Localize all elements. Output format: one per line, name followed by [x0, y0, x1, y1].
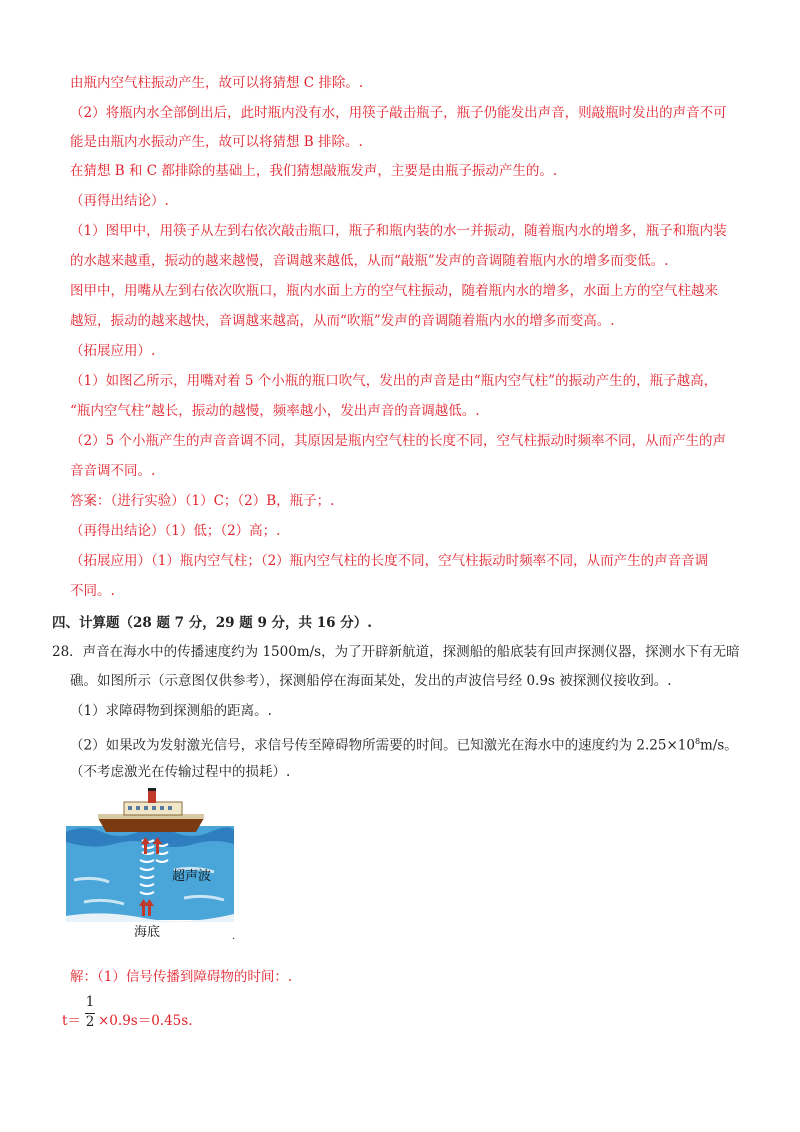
- solution-eq-rest: ×0.9s＝0.45s.: [98, 1013, 193, 1029]
- solution-eq-prefix: t＝: [62, 1013, 81, 1029]
- section-heading: 四、计算题（28 题 7 分，29 题 9 分，共 16 分）.: [52, 615, 372, 631]
- answer-line: 图甲中，用嘴从左到右依次吹瓶口，瓶内水面上方的空气柱振动，随着瓶内水的增多，水面上方的空气柱越来: [70, 283, 718, 299]
- answer-line: （1）如图乙所示，用嘴对着 5 个小瓶的瓶口吹气，发出的声音是由“瓶内空气柱”的振动产生的，瓶子越高，: [70, 373, 718, 389]
- answer-summary: （拓展应用）（1）瓶内空气柱；（2）瓶内空气柱的长度不同，空气柱振动时频率不同，从而产生的声音音调: [70, 553, 709, 569]
- wave-label: 超声波: [172, 869, 212, 884]
- unit: m/s。: [700, 737, 738, 754]
- question-note: （不考虑激光在传输过程中的损耗）.: [70, 764, 291, 780]
- fraction-denominator: 2: [85, 1014, 95, 1030]
- ship-sea-illustration: [64, 780, 244, 945]
- answer-summary: 答案：（进行实验）（1）C；（2）B，瓶子；.: [70, 493, 335, 509]
- answer-line: 能是由瓶内水振动产生，故可以将猜想 B 排除。.: [70, 134, 363, 150]
- answer-line: 的水越来越重，振动的越来越慢，音调越来越低，从而“敲瓶”发声的音调随着瓶内水的增多而变低。.: [70, 253, 669, 269]
- answer-line: 越短，振动的越来越快，音调越来越高，从而“吹瓶”发声的音调随着瓶内水的增多而变高。.: [70, 313, 615, 329]
- answer-summary: 不同。.: [70, 583, 115, 599]
- ship-hull: [98, 818, 204, 832]
- fraction-numerator: 1: [85, 994, 95, 1010]
- answer-line: 音音调不同。.: [70, 463, 156, 479]
- answer-line: 由瓶内空气柱振动产生，故可以将猜想 C 排除。.: [70, 75, 364, 91]
- answer-line: 在猜想 B 和 C 都排除的基础上，我们猜想敲瓶发声，主要是由瓶子振动产生的。.: [70, 163, 558, 179]
- exponent: 8: [694, 737, 701, 746]
- question-part-text: （2）如果改为发射激光信号，求信号传至障碍物所需要的时间。已知激光在海水中的速度约为 2.25×10: [70, 737, 695, 754]
- question-text: 礁。如图所示（示意图仅供参考），探测船停在海面某处，发出的声波信号经 0.9s 被探测仪接收到。.: [70, 673, 672, 689]
- answer-subheading: （再得出结论）.: [70, 193, 169, 209]
- question-part: [70, 733, 738, 755]
- answer-line: （1）图甲中，用筷子从左到右依次敲击瓶口，瓶子和瓶内装的水一并振动，随着瓶内水的增多，瓶子和瓶内装: [70, 223, 727, 239]
- answer-line: （2）5 个小瓶产生的声音音调不同，其原因是瓶内空气柱的长度不同，空气柱振动时频率不同，从而产生的声: [70, 433, 726, 449]
- sonar-figure: [64, 780, 244, 945]
- answer-line: “瓶内空气柱”越长，振动的越慢，频率越小，发出声音的音调越低。.: [70, 403, 480, 419]
- fraction-half: [84, 994, 96, 1034]
- question-text: 28．声音在海水中的传播速度约为 1500m/s，为了开辟新航道，探测船的船底装有回声探测仪器，探测水下有无暗: [52, 644, 740, 660]
- answer-subheading: （拓展应用）.: [70, 343, 156, 359]
- seabed-label: 海底: [134, 925, 161, 940]
- solution-line: 解：（1）信号传播到障碍物的时间：.: [70, 969, 293, 985]
- answer-summary: （再得出结论）（1）低；（2）高；.: [70, 523, 281, 539]
- question-part: （1）求障碍物到探测船的距离。.: [70, 703, 272, 719]
- answer-line: （2）将瓶内水全部倒出后，此时瓶内没有水，用筷子敲击瓶子，瓶子仍能发出声音，则敲瓶时发出的声音不可: [70, 105, 727, 121]
